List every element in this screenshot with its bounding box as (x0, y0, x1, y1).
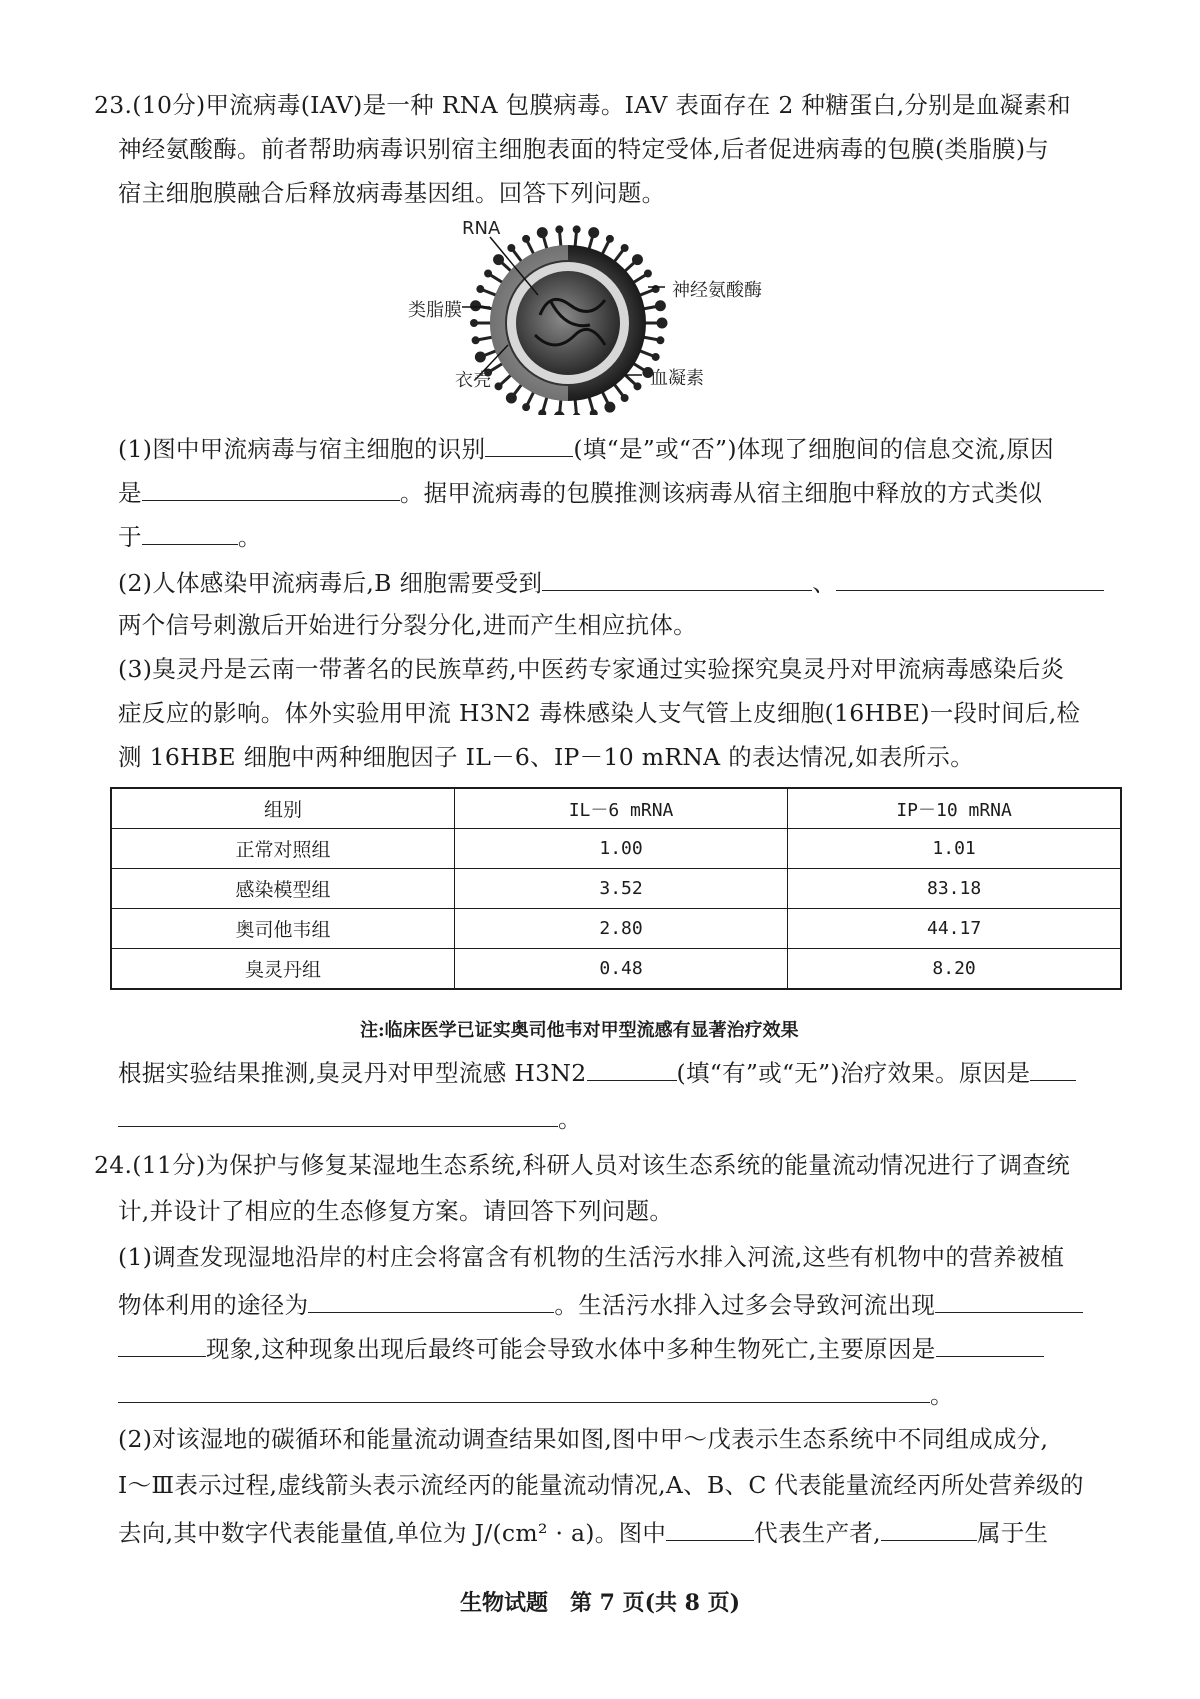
q24-line-2: 计,并设计了相应的生态修复方案。请回答下列问题。 (118, 1197, 674, 1225)
label-neuraminidase: 神经氨酸酶 (672, 280, 762, 301)
glycoprotein-spike (543, 396, 547, 411)
glycoprotein-spike-head (645, 271, 650, 276)
glycoprotein-spike (490, 275, 504, 283)
table-cell: 83.18 (788, 869, 1121, 909)
q24-part1-text-b: 物体利用的途径为 (118, 1291, 309, 1319)
glycoprotein-spike (527, 391, 534, 405)
answer-blank-death-reason-start[interactable] (936, 1330, 1044, 1357)
glycoprotein-spike-head (658, 338, 663, 343)
glycoprotein-spike (633, 275, 647, 283)
q23-part3-line-2: 症反应的影响。体外实验用甲流 H3N2 毒株感染人支气管上皮细胞(16HBE)一段时间后,检 (118, 699, 1081, 727)
q23-part1-text-b: (填“是”或“否”)体现了细胞间的信息交流,原因 (573, 435, 1054, 463)
q24-part2-text-e: 属于生 (976, 1519, 1049, 1547)
q24-part1-text-e: 。 (930, 1381, 954, 1409)
glycoprotein-spike (575, 231, 576, 247)
table-cell: 44.17 (788, 909, 1121, 949)
glycoprotein-spike (513, 250, 523, 263)
q24-line-1: 24.(11分)为保护与修复某湿地生态系统,科研人员对该生态系统的能量流动情况进行了调查统 (94, 1151, 1071, 1179)
q23-part1-text-f: 。 (237, 523, 262, 551)
answer-blank-phenomenon[interactable] (118, 1330, 206, 1357)
q23-part2-line-2: 两个信号刺激后开始进行分裂分化,进而产生相应抗体。 (118, 611, 697, 639)
label-lipid-membrane: 类脂膜 (408, 300, 462, 321)
glycoprotein-spike-head (555, 413, 563, 415)
glycoprotein-spike-head (496, 384, 501, 389)
glycoprotein-spike-head (574, 414, 579, 415)
glycoprotein-spike-head (486, 271, 491, 276)
glycoprotein-spike-head (507, 394, 515, 402)
answer-blank-release[interactable] (142, 518, 238, 545)
table-cell: 臭灵丹组 (111, 949, 454, 990)
glycoprotein-spike (589, 396, 593, 411)
q24-part2-line-2: Ⅰ～Ⅲ表示过程,虚线箭头表示流经丙的能量流动情况,A、B、C 代表能量流经丙所处营养级的 (118, 1471, 1084, 1499)
glycoprotein-spike-head (540, 411, 545, 415)
glycoprotein-spike (527, 241, 534, 255)
q23-part3-conclusion-line-2 (118, 1100, 582, 1136)
q24-part1-text-d: 现象,这种现象出现后最终可能会导致水体中多种生物死亡,主要原因是 (206, 1335, 936, 1363)
q24-part2-line-1: (2)对该湿地的碳循环和能量流动调查结果如图,图中甲～戊表示生态系统中不同组成成分, (118, 1425, 1049, 1453)
glycoprotein-spike-head (495, 256, 503, 264)
glycoprotein-spike (639, 350, 654, 356)
answer-blank-cause[interactable] (118, 1100, 558, 1127)
q24-part2-text-d: 代表生产者, (754, 1519, 881, 1547)
glycoprotein-spike-head (472, 302, 480, 310)
glycoprotein-spike-head (656, 302, 664, 310)
glycoprotein-spike (643, 337, 659, 340)
q23-part1-text-c: 是 (118, 479, 142, 507)
q23-part1-line-3 (118, 518, 262, 554)
q23-line-2: 神经氨酸酶。前者帮助病毒识别宿主细胞表面的特定受体,后者促进病毒的包膜(类脂膜)与 (118, 135, 1050, 163)
glycoprotein-spike (500, 374, 512, 385)
glycoprotein-spike-head (635, 384, 640, 389)
glycoprotein-spike (490, 363, 504, 371)
table-cell: 0.48 (454, 949, 787, 990)
q23-part2-text-b: 、 (812, 569, 837, 597)
label-rna: RNA (462, 218, 501, 239)
q23-part3-conclusion-line-1 (118, 1054, 1076, 1090)
glycoprotein-spike-head (607, 236, 612, 241)
q23-part1-text-a: (1)图中甲流病毒与宿主细胞的识别 (118, 435, 486, 463)
table-cell: 感染模型组 (111, 869, 454, 909)
table-cell: 8.20 (788, 949, 1121, 990)
answer-blank-component[interactable] (881, 1514, 977, 1541)
table-header: IL－6 mRNA (454, 788, 787, 829)
glycoprotein-spike (614, 384, 624, 397)
table-header: 组别 (111, 788, 454, 829)
table-header-row (111, 788, 1121, 829)
q23-line-3: 宿主细胞膜融合后释放病毒基因组。回答下列问题。 (118, 179, 666, 207)
glycoprotein-spike-head (478, 287, 483, 292)
table-cell: 3.52 (454, 869, 787, 909)
glycoprotein-spike-head (524, 236, 529, 241)
table-row (111, 829, 1121, 869)
q23-part1-text-e: 于 (118, 523, 142, 551)
glycoprotein-spike-head (472, 321, 477, 326)
answer-blank-signal-2[interactable] (836, 564, 1104, 591)
answer-blank-producer[interactable] (666, 1514, 754, 1541)
q23-line-1: 23.(10分)甲流病毒(IAV)是一种 RNA 包膜病毒。IAV 表面存在 2 种糖蛋白,分别是血凝素和 (94, 91, 1071, 119)
q23-part3-text-f: 。 (558, 1105, 582, 1133)
glycoprotein-spike (560, 231, 561, 247)
glycoprotein-spike-head (622, 245, 627, 250)
label-capsid: 衣壳 (455, 370, 491, 391)
answer-blank-nutrient-path[interactable] (308, 1286, 554, 1313)
q24-part2-line-3 (118, 1514, 1048, 1550)
glycoprotein-spike (624, 374, 636, 385)
glycoprotein-spike-head (509, 245, 514, 250)
mrna-table (110, 787, 1122, 990)
table-header: IP－10 mRNA (788, 788, 1121, 829)
q24-part1-line-1: (1)调查发现湿地沿岸的村庄会将富含有机物的生活污水排入河流,这些有机物中的营养被植 (118, 1243, 1065, 1271)
q23-part2-text-a: (2)人体感染甲流病毒后,B 细胞需要受到 (118, 569, 543, 597)
glycoprotein-spike (482, 290, 497, 296)
q24-part1-text-c: 。生活污水排入过多会导致河流出现 (554, 1291, 936, 1319)
q23-part1-text-d: 。据甲流病毒的包膜推测该病毒从宿主细胞中释放的方式类似 (399, 479, 1043, 507)
q23-part3-text-d: 根据实验结果推测,臭灵丹对甲型流感 H3N2 (118, 1059, 587, 1087)
q24-part2-text-c: 去向,其中数字代表能量值,单位为 J/(cm² · a)。图中 (118, 1519, 667, 1547)
table-note: 注:临床医学已证实奥司他韦对甲型流感有显著治疗效果 (360, 1020, 799, 1041)
answer-blank-phenomenon-start[interactable] (935, 1286, 1083, 1313)
glycoprotein-spike (614, 250, 624, 263)
glycoprotein-spike (478, 337, 494, 340)
glycoprotein-spike-head (658, 319, 666, 327)
answer-blank-effect[interactable] (587, 1054, 677, 1081)
glycoprotein-spike-head (633, 256, 641, 264)
answer-blank-reason[interactable] (142, 474, 400, 501)
q24-part1-line-2 (118, 1286, 1083, 1322)
q23-part1-line-2 (118, 474, 1042, 510)
glycoprotein-spike-head (653, 354, 658, 359)
glycoprotein-spike (639, 290, 654, 296)
q23-part2-line-1 (118, 564, 1104, 600)
glycoprotein-spike (575, 399, 576, 415)
glycoprotein-spike-head (524, 405, 529, 410)
glycoprotein-spike-head (622, 396, 627, 401)
table-cell: 正常对照组 (111, 829, 454, 869)
answer-blank-cause-start[interactable] (1030, 1054, 1076, 1081)
table-cell: 1.01 (788, 829, 1121, 869)
glycoprotein-spike-head (473, 338, 478, 343)
glycoprotein-spike-head (538, 229, 546, 237)
answer-blank-death-reason[interactable] (118, 1376, 930, 1403)
table-cell: 2.80 (454, 909, 787, 949)
glycoprotein-spike-head (591, 411, 596, 415)
table-row (111, 909, 1121, 949)
q24-part1-line-4 (118, 1376, 954, 1412)
glycoprotein-spike-head (557, 227, 562, 232)
glycoprotein-spike-head (590, 229, 598, 237)
page-footer: 生物试题 第 7 页(共 8 页) (459, 1590, 741, 1616)
label-hemagglutinin: 血凝素 (650, 368, 704, 389)
table-row (111, 949, 1121, 990)
table-cell: 1.00 (454, 829, 787, 869)
q23-part3-text-e: (填“有”或“无”)治疗效果。原因是 (676, 1059, 1031, 1087)
glycoprotein-spike-head (606, 403, 614, 411)
q24-part1-line-3 (118, 1330, 1044, 1366)
glycoprotein-spike-head (574, 227, 579, 232)
answer-blank-recognition[interactable] (485, 430, 573, 457)
glycoprotein-spike (602, 241, 609, 255)
glycoprotein-spike-head (476, 353, 484, 361)
answer-blank-signal-1[interactable] (542, 564, 812, 591)
q23-part3-line-3: 测 16HBE 细胞中两种细胞因子 IL－6、IP－10 mRNA 的表达情况,如表所示。 (118, 743, 974, 771)
table-cell: 奥司他韦组 (111, 909, 454, 949)
table-row (111, 869, 1121, 909)
q23-part3-line-1: (3)臭灵丹是云南一带著名的民族草药,中医药专家通过实验探究臭灵丹对甲流病毒感染后炎 (118, 655, 1065, 683)
q23-part1-line-1 (118, 430, 1054, 466)
